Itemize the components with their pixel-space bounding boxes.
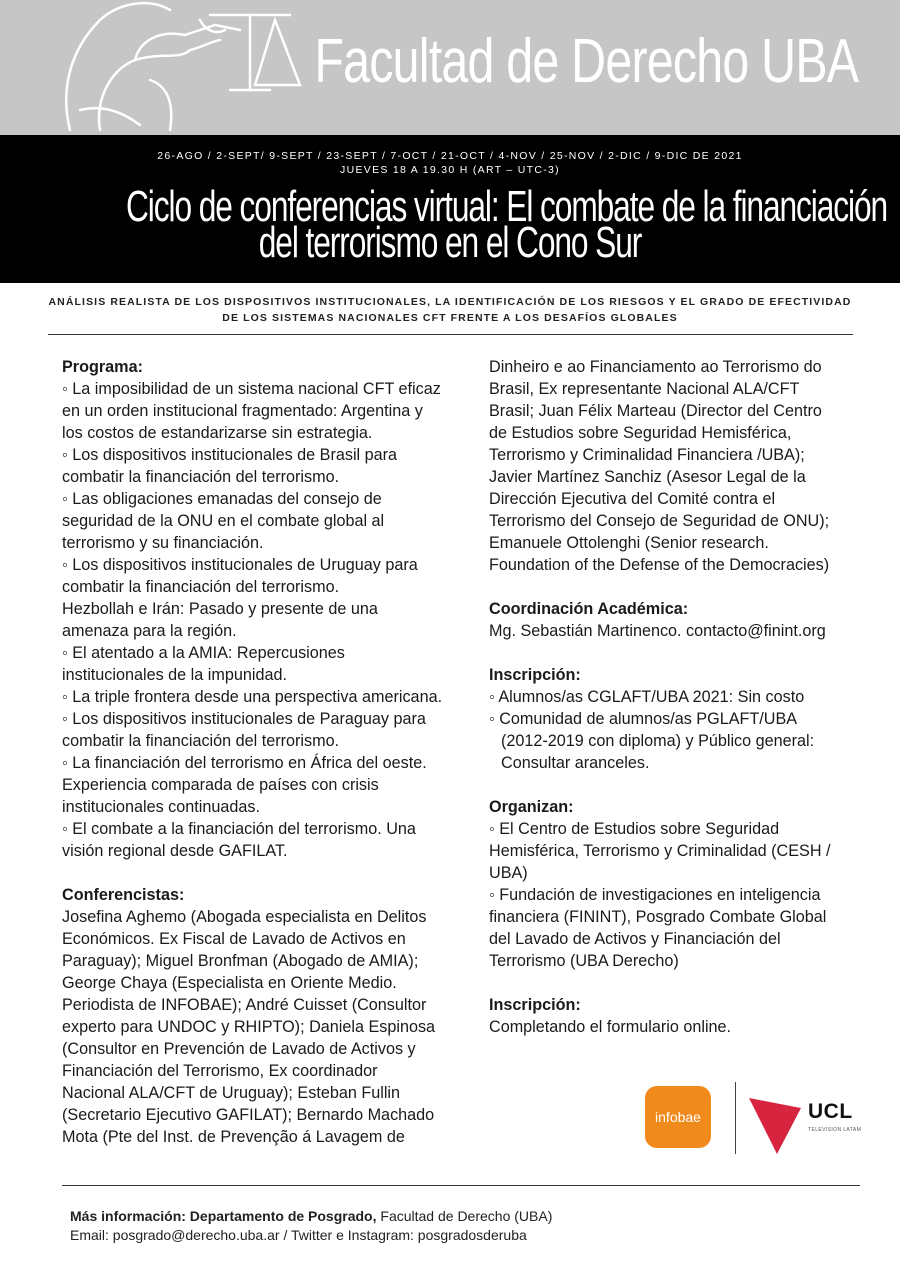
text-line: Periodista de INFOBAE); André Cuisset (Consultor: [62, 996, 427, 1014]
top-divider: [48, 334, 853, 335]
text-line: Josefina Aghemo (Abogada especialista en Delitos: [62, 908, 427, 926]
text-line: Brasil; Juan Félix Marteau (Director del Centro: [489, 402, 822, 420]
spacer: [62, 862, 472, 884]
more-info-line: [70, 1207, 552, 1226]
text-line: Mota (Pte del Inst. de Prevenção á Lavagem de: [62, 1128, 405, 1146]
section-heading: Conferencistas:: [62, 886, 185, 904]
text-line: Mg. Sebastián Martinenco. contacto@finint.org: [489, 622, 826, 640]
text-line: Hezbollah e Irán: Pasado y presente de una: [62, 600, 378, 618]
dates-line: 26-AGO / 2-SEPT/ 9-SEPT / 23-SEPT / 7-OCT / 21-OCT / 4-NOV / 25-NOV / 2-DIC / 9-DIC DE 2021: [157, 150, 743, 162]
faculty-title: Facultad de Derecho UBA: [314, 27, 858, 96]
text-line: ◦ La financiación del terrorismo en África del oeste.: [62, 754, 427, 772]
event-title: [126, 182, 888, 267]
text-line: (2012-2019 con diploma) y Público general:: [501, 732, 815, 750]
text-line: Emanuele Ottolenghi (Senior research.: [489, 534, 769, 552]
text-line: ◦ La imposibilidad de un sistema nacional CFT eficaz: [62, 380, 441, 398]
text-line: UBA): [489, 864, 528, 882]
title-line-1: Ciclo de conferencias virtual: El combate de la financiación: [126, 182, 888, 231]
text-line: Consultar aranceles.: [501, 754, 650, 772]
text-line: Completando el formulario online.: [489, 1018, 732, 1036]
text-line: ◦ El atentado a la AMIA: Repercusiones: [62, 644, 345, 662]
section-heading: Organizan:: [489, 798, 574, 816]
text-line: ◦ Los dispositivos institucionales de Paraguay para: [62, 710, 426, 728]
text-line: ◦ El combate a la financiación del terrorismo. Una: [62, 820, 416, 838]
text-line: ◦ El Centro de Estudios sobre Seguridad: [489, 820, 780, 838]
subtitle-line-1: ANÁLISIS REALISTA DE LOS DISPOSITIVOS INSTITUCIONALES, LA IDENTIFICACIÓN DE LOS RIESGOS Y EL GRADO DE EFECTIVIDAD: [48, 296, 852, 308]
text-line: terrorismo y su financiación.: [62, 534, 264, 552]
text-line: Javier Martínez Sanchiz (Asesor Legal de la: [489, 468, 806, 486]
ucl-logo-text: UCL: [808, 1100, 853, 1123]
more-info-label: Más información: Departamento de Posgrado,: [70, 1208, 377, 1224]
text-line: Económicos. Ex Fiscal de Lavado de Activos en: [62, 930, 406, 948]
text-line: George Chaya (Especialista en Oriente Medio.: [62, 974, 397, 992]
spacer: [489, 972, 859, 994]
text-line: financiera (FININT), Posgrado Combate Global: [489, 908, 827, 926]
infobae-logo: infobae: [645, 1086, 711, 1148]
header-band: [0, 0, 900, 135]
text-line: visión regional desde GAFILAT.: [62, 842, 288, 860]
text-line: combatir la financiación del terrorismo.: [62, 732, 340, 750]
text-line: ◦ La triple frontera desde una perspectiva americana.: [62, 688, 443, 706]
text-line: (Consultor en Prevención de Lavado de Activos y: [62, 1040, 416, 1058]
contact-line: Email: posgrado@derecho.uba.ar / Twitter e Instagram: posgradosderuba: [70, 1227, 527, 1243]
text-line: Terrorismo del Consejo de Seguridad de ONU);: [489, 512, 830, 530]
spacer: [489, 774, 859, 796]
text-line: ◦ Las obligaciones emanadas del consejo de: [62, 490, 382, 508]
text-line: Dinheiro e ao Financiamento ao Terrorismo do: [489, 358, 822, 376]
text-line: Foundation of the Defense of the Democracies): [489, 556, 830, 574]
text-line: seguridad de la ONU en el combate global al: [62, 512, 385, 530]
text-line: Paraguay); Miguel Bronfman (Abogado de AMIA);: [62, 952, 419, 970]
text-line: Dirección Ejecutiva del Comité contra el: [489, 490, 776, 508]
footer: [70, 1207, 552, 1245]
text-line: ◦ Los dispositivos institucionales de Brasil para: [62, 446, 398, 464]
title-line-2: del terrorismo en el Cono Sur: [258, 218, 642, 267]
text-line: institucionales continuadas.: [62, 798, 260, 816]
more-info-rest: Facultad de Derecho (UBA): [376, 1208, 553, 1224]
text-line: amenaza para la región.: [62, 622, 237, 640]
text-line: Terrorismo (UBA Derecho): [489, 952, 679, 970]
text-line: del Lavado de Activos y Financiación del: [489, 930, 781, 948]
left-column: [62, 356, 472, 1148]
section-heading: Coordinación Académica:: [489, 600, 689, 618]
ucl-logo-mark: [747, 1094, 803, 1156]
text-line: combatir la financiación del terrorismo.: [62, 468, 340, 486]
text-line: Experiencia comparada de países con crisis: [62, 776, 379, 794]
event-subtitle: [40, 294, 860, 326]
section-heading: Programa:: [62, 358, 143, 376]
text-line: Nacional ALA/CFT de Uruguay); Esteban Fullin: [62, 1084, 401, 1102]
text-line: (Secretario Ejecutivo GAFILAT); Bernardo Machado: [62, 1106, 435, 1124]
event-dates: [0, 149, 900, 177]
text-line: los costos de estandarizarse sin estrategia.: [62, 424, 373, 442]
text-line: en un orden institucional fragmentado: Argentina y: [62, 402, 423, 420]
section-heading: Inscripción:: [489, 666, 581, 684]
text-line: ◦ Fundación de investigaciones en inteligencia: [489, 886, 821, 904]
text-line: ◦ Comunidad de alumnos/as PGLAFT/UBA: [489, 710, 798, 728]
text-line: experto para UNDOC y RHIPTO); Daniela Espinosa: [62, 1018, 436, 1036]
logo-separator: [735, 1082, 736, 1154]
title-band: [0, 135, 900, 283]
text-line: Brasil, Ex representante Nacional ALA/CFT: [489, 380, 800, 398]
text-line: combatir la financiación del terrorismo.: [62, 578, 340, 596]
time-line: JUEVES 18 A 19.30 H (ART – UTC-3): [340, 164, 560, 176]
bottom-divider: [62, 1185, 860, 1186]
subtitle-line-2: DE LOS SISTEMAS NACIONALES CFT FRENTE A LOS DESAFÍOS GLOBALES: [222, 312, 678, 324]
text-line: de Estudios sobre Seguridad Hemisférica,: [489, 424, 792, 442]
lady-justice-illustration: [40, 0, 340, 135]
sponsor-logos: [645, 1082, 865, 1162]
spacer: [489, 642, 859, 664]
text-line: ◦ Los dispositivos institucionales de Uruguay para: [62, 556, 418, 574]
text-line: Financiación del Terrorismo, Ex coordinador: [62, 1062, 378, 1080]
right-column: [489, 356, 859, 1038]
spacer: [489, 576, 859, 598]
text-line: Terrorismo y Criminalidad Financiera /UBA);: [489, 446, 805, 464]
section-heading: Inscripción:: [489, 996, 581, 1014]
ucl-logo-subtext: TELEVISION LATAM: [808, 1127, 862, 1133]
text-line: ◦ Alumnos/as CGLAFT/UBA 2021: Sin costo: [489, 688, 805, 706]
text-line: institucionales de la impunidad.: [62, 666, 287, 684]
text-line: Hemisférica, Terrorismo y Criminalidad (CESH /: [489, 842, 831, 860]
